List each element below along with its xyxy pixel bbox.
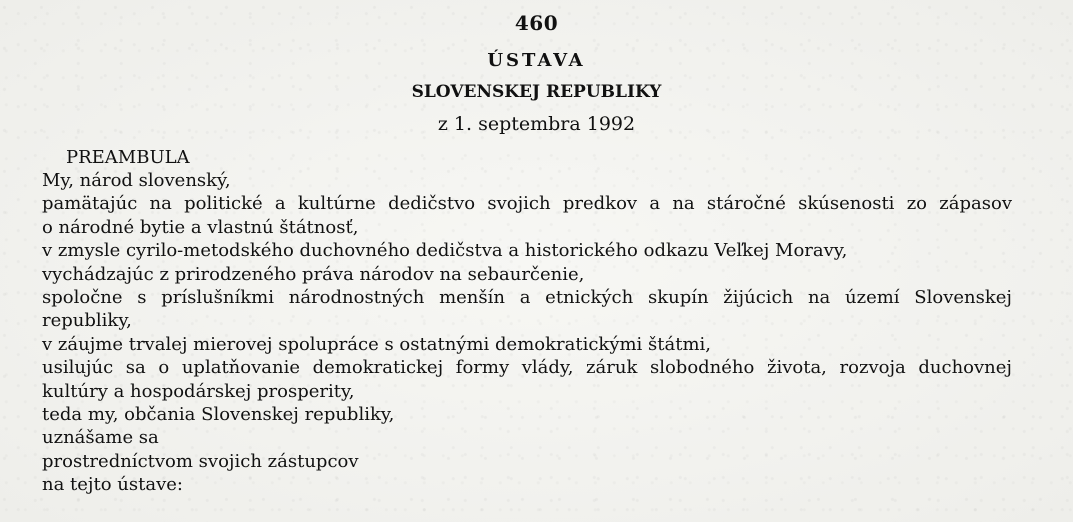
preamble-line: uznášame sa [42, 427, 159, 449]
document-date: z 1. septembra 1992 [437, 113, 636, 135]
preamble-heading: PREAMBULA [66, 147, 190, 168]
preamble-line: o národné bytie a vlastnú štátnosť, [42, 216, 359, 238]
preamble-line: na tejto ústave: [42, 474, 183, 496]
republic-subtitle: SLOVENSKEJ REPUBLIKY [411, 82, 662, 102]
preamble-line: teda my, občania Slovenskej republiky, [42, 403, 395, 425]
preamble-line: kultúry a hospodárskej prosperity, [42, 380, 355, 402]
preamble-line: v záujme trvalej mierovej spolupráce s ostatnými demokratickými štátmi, [42, 333, 712, 355]
preamble-line: v zmysle cyrilo-metodského duchovného dedičstva a historického odkazu Veľkej Moravy, [42, 240, 848, 262]
preamble-line: republiky, [42, 310, 132, 332]
preamble-line: spoločne s príslušníkmi národnostných menšín a etnických skupín žijúcich na území Slovenskej [42, 286, 1012, 308]
preamble-line: vychádzajúc z prirodzeného práva národov na sebaurčenie, [42, 263, 585, 285]
preamble-line: pamätajúc na politické a kultúrne dedičstvo svojich predkov a na stáročné skúsenosti zo zápasov [42, 193, 1012, 215]
preamble-line: prostredníctvom svojich zástupcov [42, 450, 359, 472]
constitution-title: ÚSTAVA [487, 50, 586, 71]
preamble-text [42, 169, 1012, 496]
preamble-line: My, národ slovenský, [42, 170, 231, 191]
document-number: 460 [514, 11, 559, 35]
preamble-line: usilujúc sa o uplatňovanie demokratickej formy vlády, záruk slobodného života, rozvoja duchovnej [42, 357, 1012, 379]
